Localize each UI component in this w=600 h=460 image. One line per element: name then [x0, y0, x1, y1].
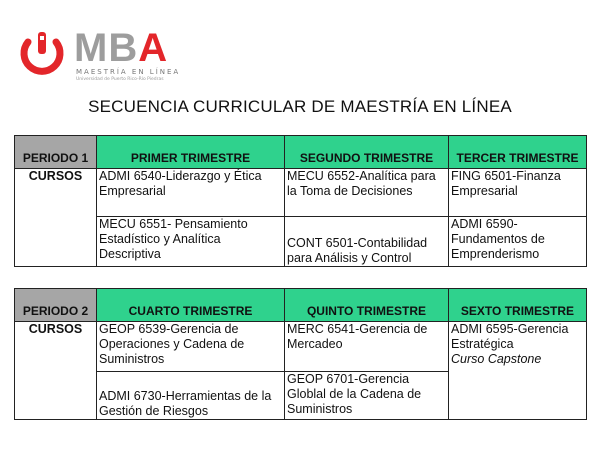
trimester-header: CUARTO TRIMESTRE — [97, 289, 285, 322]
row-label: CURSOS — [15, 322, 97, 420]
course-cell: CONT 6501-Contabilidad para Análisis y Control — [285, 217, 449, 267]
power-icon — [14, 28, 70, 80]
mba-logo — [14, 28, 234, 84]
trimester-header: SEXTO TRIMESTRE — [449, 289, 587, 322]
logo-institution: Universidad de Puerto Rico-Río Piedras — [76, 77, 164, 82]
capstone-cell — [449, 322, 587, 420]
course-cell: MECU 6552-Analítica para la Toma de Decisiones — [285, 169, 449, 217]
row-label: CURSOS — [15, 169, 97, 267]
trimester-header: PRIMER TRIMESTRE — [97, 136, 285, 169]
period-2-table — [14, 288, 587, 420]
course-cell: ADMI 6590-Fundamentos de Emprenderismo — [449, 217, 587, 267]
capstone-note: Curso Capstone — [451, 352, 542, 366]
course-cell: GEOP 6701-Gerencia Globlal de la Cadena de Suministros — [285, 372, 449, 420]
trimester-header: SEGUNDO TRIMESTRE — [285, 136, 449, 169]
period-label: PERIODO 1 — [15, 136, 97, 169]
trimester-header: QUINTO TRIMESTRE — [285, 289, 449, 322]
course-cell: ADMI 6540-Liderazgo y Ética Empresarial — [97, 169, 285, 217]
capstone-course: ADMI 6595-Gerencia Estratégica — [451, 322, 569, 351]
course-cell: GEOP 6539-Gerencia de Operaciones y Cadena de Suministros — [97, 322, 285, 372]
period-label: PERIODO 2 — [15, 289, 97, 322]
period-1-table — [14, 135, 587, 267]
course-cell: FING 6501-Finanza Empresarial — [449, 169, 587, 217]
trimester-header: TERCER TRIMESTRE — [449, 136, 587, 169]
course-cell: MERC 6541-Gerencia de Mercadeo — [285, 322, 449, 372]
logo-tagline: MAESTRÍA EN LÍNEA — [76, 68, 181, 76]
course-cell: MECU 6551- Pensamiento Estadístico y Analítica Descriptiva — [97, 217, 285, 267]
logo-brand: MBA — [74, 26, 169, 70]
course-cell: ADMI 6730-Herramientas de la Gestión de Riesgos — [97, 372, 285, 420]
page-title: SECUENCIA CURRICULAR DE MAESTRÍA EN LÍNEA — [88, 97, 512, 116]
